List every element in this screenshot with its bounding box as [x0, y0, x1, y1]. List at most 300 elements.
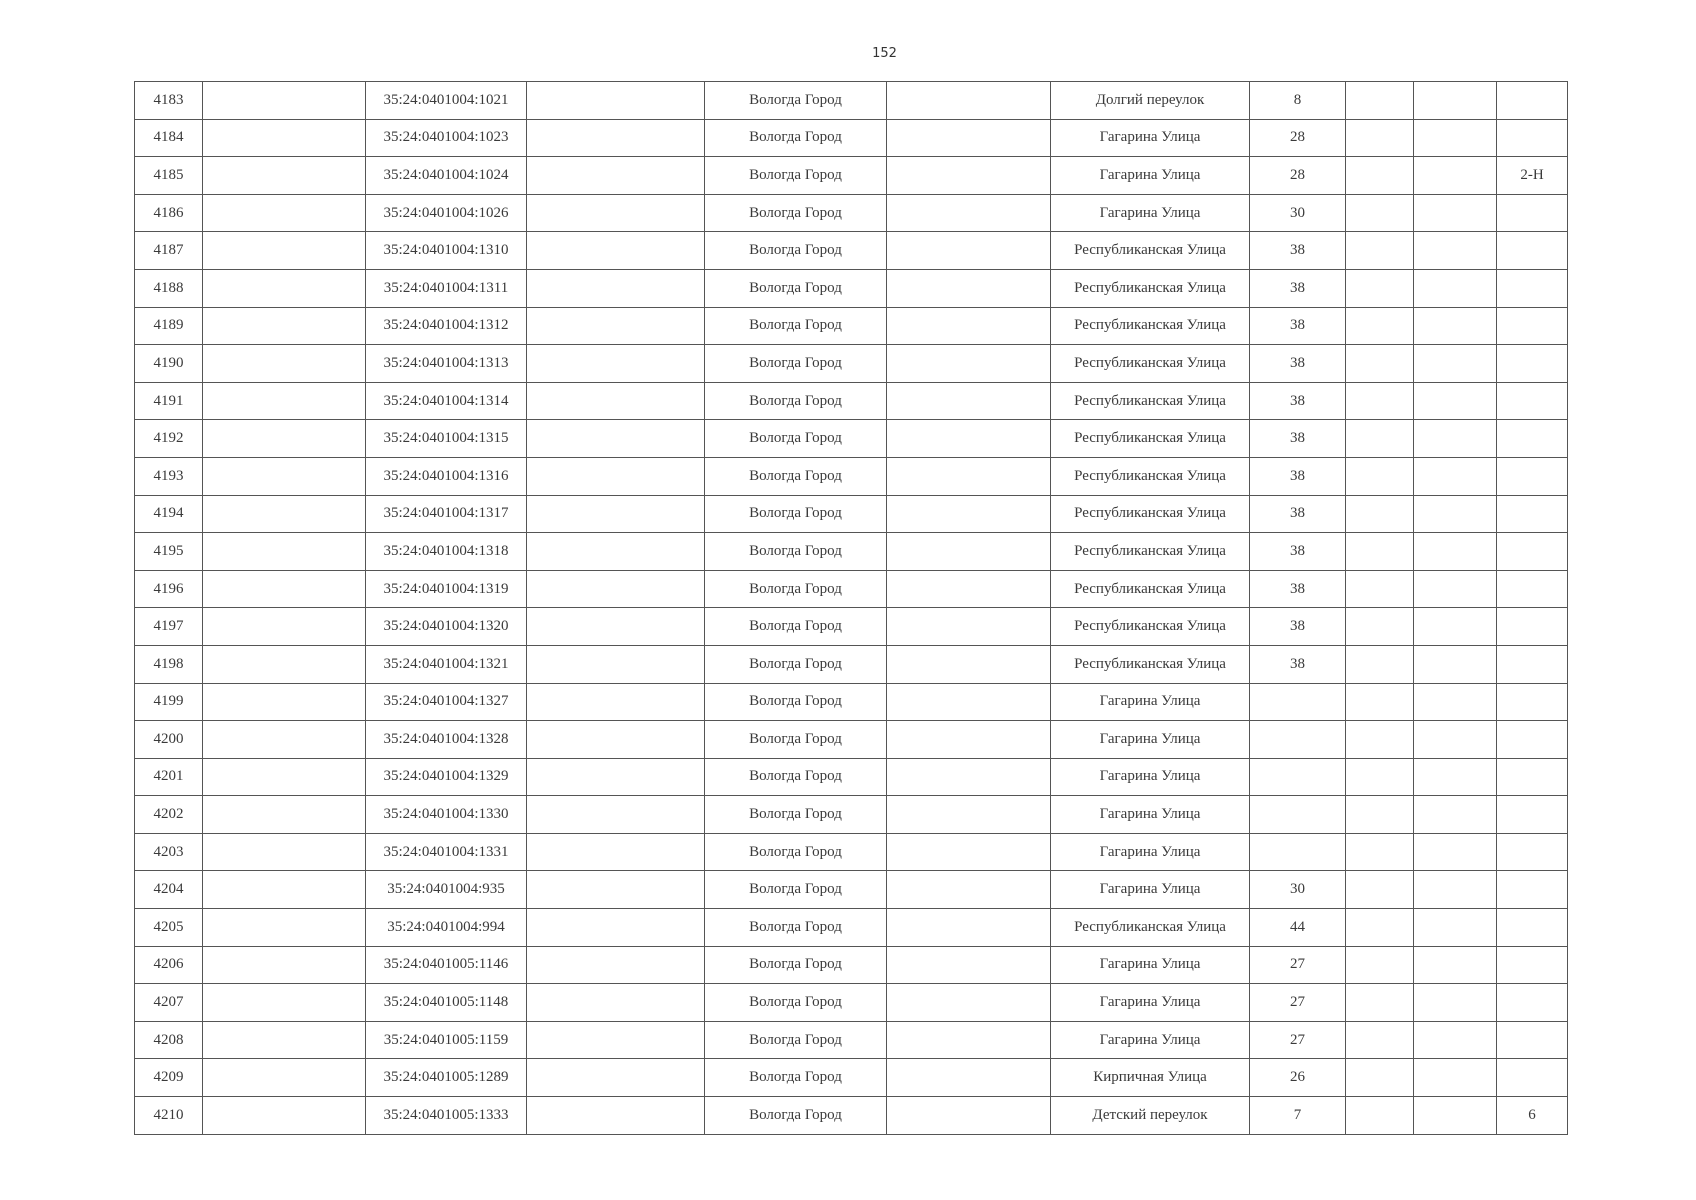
room-number-cell — [1497, 570, 1568, 608]
blank-cell-j — [1414, 269, 1497, 307]
house-number-cell: 38 — [1250, 232, 1346, 270]
room-number-cell — [1497, 833, 1568, 871]
city-cell: Вологда Город — [705, 420, 887, 458]
table-row — [135, 909, 1568, 947]
blank-cell-i — [1346, 1021, 1414, 1059]
blank-cell-b — [203, 533, 366, 571]
table-row — [135, 833, 1568, 871]
street-cell: Гагарина Улица — [1051, 758, 1250, 796]
blank-cell-f — [887, 382, 1051, 420]
blank-cell-i — [1346, 495, 1414, 533]
table-row — [135, 758, 1568, 796]
street-cell: Гагарина Улица — [1051, 119, 1250, 157]
blank-cell-i — [1346, 307, 1414, 345]
room-number-cell — [1497, 984, 1568, 1022]
house-number-cell — [1250, 683, 1346, 721]
city-cell: Вологда Город — [705, 119, 887, 157]
city-cell: Вологда Город — [705, 871, 887, 909]
blank-cell-f — [887, 909, 1051, 947]
row-number-cell: 4205 — [135, 909, 203, 947]
blank-cell-f — [887, 307, 1051, 345]
cadastral-number-cell: 35:24:0401004:1314 — [366, 382, 527, 420]
house-number-cell: 38 — [1250, 495, 1346, 533]
blank-cell-j — [1414, 1059, 1497, 1097]
blank-cell-i — [1346, 683, 1414, 721]
row-number-cell: 4191 — [135, 382, 203, 420]
blank-cell-f — [887, 683, 1051, 721]
row-number-cell: 4195 — [135, 533, 203, 571]
city-cell: Вологда Город — [705, 758, 887, 796]
city-cell: Вологда Город — [705, 194, 887, 232]
row-number-cell: 4203 — [135, 833, 203, 871]
table-row — [135, 457, 1568, 495]
blank-cell-b — [203, 833, 366, 871]
blank-cell-f — [887, 608, 1051, 646]
blank-cell-i — [1346, 232, 1414, 270]
blank-cell-d — [527, 1059, 705, 1097]
room-number-cell — [1497, 683, 1568, 721]
blank-cell-i — [1346, 82, 1414, 120]
blank-cell-f — [887, 984, 1051, 1022]
city-cell: Вологда Город — [705, 157, 887, 195]
blank-cell-j — [1414, 533, 1497, 571]
blank-cell-j — [1414, 82, 1497, 120]
street-cell: Гагарина Улица — [1051, 833, 1250, 871]
blank-cell-i — [1346, 533, 1414, 571]
cadastral-number-cell: 35:24:0401005:1289 — [366, 1059, 527, 1097]
room-number-cell — [1497, 645, 1568, 683]
blank-cell-f — [887, 157, 1051, 195]
room-number-cell — [1497, 457, 1568, 495]
table-row — [135, 871, 1568, 909]
blank-cell-b — [203, 307, 366, 345]
blank-cell-b — [203, 758, 366, 796]
room-number-cell — [1497, 232, 1568, 270]
blank-cell-f — [887, 645, 1051, 683]
city-cell: Вологда Город — [705, 570, 887, 608]
table-row — [135, 683, 1568, 721]
blank-cell-i — [1346, 382, 1414, 420]
blank-cell-d — [527, 909, 705, 947]
blank-cell-j — [1414, 758, 1497, 796]
city-cell: Вологда Город — [705, 1097, 887, 1135]
row-number-cell: 4190 — [135, 345, 203, 383]
cadastral-number-cell: 35:24:0401004:1023 — [366, 119, 527, 157]
registry-table — [134, 81, 1568, 1135]
blank-cell-d — [527, 495, 705, 533]
table-row — [135, 984, 1568, 1022]
room-number-cell — [1497, 758, 1568, 796]
blank-cell-d — [527, 570, 705, 608]
blank-cell-d — [527, 984, 705, 1022]
cadastral-number-cell: 35:24:0401004:1331 — [366, 833, 527, 871]
blank-cell-d — [527, 307, 705, 345]
house-number-cell: 27 — [1250, 1021, 1346, 1059]
blank-cell-f — [887, 533, 1051, 571]
table-row — [135, 82, 1568, 120]
row-number-cell: 4185 — [135, 157, 203, 195]
blank-cell-f — [887, 269, 1051, 307]
blank-cell-d — [527, 194, 705, 232]
table-row — [135, 345, 1568, 383]
blank-cell-i — [1346, 570, 1414, 608]
street-cell: Гагарина Улица — [1051, 796, 1250, 834]
street-cell: Гагарина Улица — [1051, 157, 1250, 195]
blank-cell-f — [887, 570, 1051, 608]
blank-cell-i — [1346, 721, 1414, 759]
row-number-cell: 4210 — [135, 1097, 203, 1135]
room-number-cell — [1497, 194, 1568, 232]
blank-cell-b — [203, 683, 366, 721]
row-number-cell: 4189 — [135, 307, 203, 345]
blank-cell-b — [203, 946, 366, 984]
house-number-cell: 38 — [1250, 307, 1346, 345]
blank-cell-f — [887, 1097, 1051, 1135]
blank-cell-d — [527, 269, 705, 307]
blank-cell-j — [1414, 946, 1497, 984]
blank-cell-f — [887, 833, 1051, 871]
city-cell: Вологда Город — [705, 307, 887, 345]
blank-cell-j — [1414, 1021, 1497, 1059]
blank-cell-b — [203, 570, 366, 608]
blank-cell-b — [203, 645, 366, 683]
street-cell: Республиканская Улица — [1051, 269, 1250, 307]
city-cell: Вологда Город — [705, 608, 887, 646]
blank-cell-i — [1346, 1059, 1414, 1097]
cadastral-number-cell: 35:24:0401005:1159 — [366, 1021, 527, 1059]
row-number-cell: 4187 — [135, 232, 203, 270]
blank-cell-i — [1346, 420, 1414, 458]
cadastral-number-cell: 35:24:0401004:1315 — [366, 420, 527, 458]
row-number-cell: 4208 — [135, 1021, 203, 1059]
cadastral-number-cell: 35:24:0401004:935 — [366, 871, 527, 909]
blank-cell-b — [203, 796, 366, 834]
cadastral-number-cell: 35:24:0401005:1148 — [366, 984, 527, 1022]
blank-cell-j — [1414, 909, 1497, 947]
room-number-cell — [1497, 721, 1568, 759]
house-number-cell: 38 — [1250, 420, 1346, 458]
blank-cell-i — [1346, 608, 1414, 646]
blank-cell-f — [887, 946, 1051, 984]
house-number-cell: 27 — [1250, 946, 1346, 984]
blank-cell-d — [527, 82, 705, 120]
blank-cell-f — [887, 758, 1051, 796]
blank-cell-b — [203, 909, 366, 947]
city-cell: Вологда Город — [705, 645, 887, 683]
blank-cell-b — [203, 1021, 366, 1059]
blank-cell-j — [1414, 345, 1497, 383]
city-cell: Вологда Город — [705, 721, 887, 759]
street-cell: Республиканская Улица — [1051, 608, 1250, 646]
blank-cell-d — [527, 345, 705, 383]
row-number-cell: 4200 — [135, 721, 203, 759]
blank-cell-j — [1414, 721, 1497, 759]
blank-cell-b — [203, 382, 366, 420]
street-cell: Республиканская Улица — [1051, 232, 1250, 270]
house-number-cell: 38 — [1250, 269, 1346, 307]
blank-cell-j — [1414, 796, 1497, 834]
cadastral-number-cell: 35:24:0401004:1026 — [366, 194, 527, 232]
room-number-cell — [1497, 119, 1568, 157]
row-number-cell: 4188 — [135, 269, 203, 307]
table-row — [135, 1021, 1568, 1059]
blank-cell-b — [203, 1059, 366, 1097]
blank-cell-j — [1414, 420, 1497, 458]
room-number-cell — [1497, 495, 1568, 533]
room-number-cell — [1497, 382, 1568, 420]
street-cell: Гагарина Улица — [1051, 871, 1250, 909]
blank-cell-j — [1414, 119, 1497, 157]
blank-cell-b — [203, 232, 366, 270]
street-cell: Республиканская Улица — [1051, 533, 1250, 571]
blank-cell-d — [527, 157, 705, 195]
blank-cell-i — [1346, 194, 1414, 232]
street-cell: Республиканская Улица — [1051, 495, 1250, 533]
blank-cell-d — [527, 420, 705, 458]
room-number-cell — [1497, 345, 1568, 383]
table-row — [135, 608, 1568, 646]
house-number-cell: 26 — [1250, 1059, 1346, 1097]
blank-cell-d — [527, 796, 705, 834]
row-number-cell: 4202 — [135, 796, 203, 834]
house-number-cell: 8 — [1250, 82, 1346, 120]
house-number-cell: 38 — [1250, 533, 1346, 571]
blank-cell-b — [203, 269, 366, 307]
room-number-cell — [1497, 1059, 1568, 1097]
cadastral-number-cell: 35:24:0401004:1021 — [366, 82, 527, 120]
blank-cell-d — [527, 608, 705, 646]
house-number-cell: 38 — [1250, 608, 1346, 646]
blank-cell-f — [887, 194, 1051, 232]
city-cell: Вологда Город — [705, 232, 887, 270]
table-body — [135, 82, 1568, 1135]
city-cell: Вологда Город — [705, 1021, 887, 1059]
city-cell: Вологда Город — [705, 533, 887, 571]
street-cell: Гагарина Улица — [1051, 721, 1250, 759]
room-number-cell — [1497, 608, 1568, 646]
blank-cell-b — [203, 82, 366, 120]
blank-cell-j — [1414, 157, 1497, 195]
room-number-cell — [1497, 946, 1568, 984]
blank-cell-b — [203, 871, 366, 909]
blank-cell-b — [203, 608, 366, 646]
room-number-cell — [1497, 269, 1568, 307]
city-cell: Вологда Город — [705, 382, 887, 420]
house-number-cell — [1250, 758, 1346, 796]
room-number-cell — [1497, 871, 1568, 909]
blank-cell-i — [1346, 984, 1414, 1022]
blank-cell-f — [887, 1021, 1051, 1059]
row-number-cell: 4184 — [135, 119, 203, 157]
blank-cell-i — [1346, 758, 1414, 796]
page-number: 152 — [872, 46, 897, 61]
street-cell: Республиканская Улица — [1051, 307, 1250, 345]
row-number-cell: 4206 — [135, 946, 203, 984]
house-number-cell: 38 — [1250, 645, 1346, 683]
row-number-cell: 4192 — [135, 420, 203, 458]
blank-cell-f — [887, 232, 1051, 270]
city-cell: Вологда Город — [705, 269, 887, 307]
blank-cell-i — [1346, 269, 1414, 307]
cadastral-number-cell: 35:24:0401004:1321 — [366, 645, 527, 683]
blank-cell-f — [887, 82, 1051, 120]
street-cell: Гагарина Улица — [1051, 1021, 1250, 1059]
blank-cell-b — [203, 420, 366, 458]
street-cell: Республиканская Улица — [1051, 420, 1250, 458]
blank-cell-j — [1414, 382, 1497, 420]
street-cell: Гагарина Улица — [1051, 946, 1250, 984]
row-number-cell: 4183 — [135, 82, 203, 120]
room-number-cell — [1497, 533, 1568, 571]
cadastral-number-cell: 35:24:0401005:1146 — [366, 946, 527, 984]
blank-cell-d — [527, 833, 705, 871]
blank-cell-j — [1414, 457, 1497, 495]
room-number-cell — [1497, 796, 1568, 834]
blank-cell-b — [203, 157, 366, 195]
blank-cell-d — [527, 946, 705, 984]
row-number-cell: 4198 — [135, 645, 203, 683]
blank-cell-f — [887, 1059, 1051, 1097]
blank-cell-f — [887, 721, 1051, 759]
room-number-cell: 6 — [1497, 1097, 1568, 1135]
row-number-cell: 4197 — [135, 608, 203, 646]
row-number-cell: 4194 — [135, 495, 203, 533]
table-row — [135, 232, 1568, 270]
blank-cell-d — [527, 533, 705, 571]
table-row — [135, 420, 1568, 458]
blank-cell-j — [1414, 1097, 1497, 1135]
table-row — [135, 645, 1568, 683]
city-cell: Вологда Город — [705, 457, 887, 495]
blank-cell-f — [887, 420, 1051, 458]
street-cell: Гагарина Улица — [1051, 194, 1250, 232]
blank-cell-f — [887, 345, 1051, 383]
blank-cell-d — [527, 232, 705, 270]
cadastral-number-cell: 35:24:0401004:1310 — [366, 232, 527, 270]
blank-cell-i — [1346, 909, 1414, 947]
cadastral-number-cell: 35:24:0401004:1319 — [366, 570, 527, 608]
row-number-cell: 4193 — [135, 457, 203, 495]
blank-cell-j — [1414, 833, 1497, 871]
street-cell: Республиканская Улица — [1051, 345, 1250, 383]
cadastral-number-cell: 35:24:0401004:1311 — [366, 269, 527, 307]
room-number-cell — [1497, 82, 1568, 120]
row-number-cell: 4207 — [135, 984, 203, 1022]
city-cell: Вологда Город — [705, 1059, 887, 1097]
room-number-cell — [1497, 420, 1568, 458]
city-cell: Вологда Город — [705, 495, 887, 533]
row-number-cell: 4201 — [135, 758, 203, 796]
blank-cell-j — [1414, 608, 1497, 646]
city-cell: Вологда Город — [705, 946, 887, 984]
table-row — [135, 269, 1568, 307]
city-cell: Вологда Город — [705, 984, 887, 1022]
table-row — [135, 119, 1568, 157]
table-row — [135, 1097, 1568, 1135]
blank-cell-f — [887, 495, 1051, 533]
house-number-cell: 28 — [1250, 119, 1346, 157]
house-number-cell: 7 — [1250, 1097, 1346, 1135]
row-number-cell: 4209 — [135, 1059, 203, 1097]
cadastral-number-cell: 35:24:0401004:1318 — [366, 533, 527, 571]
city-cell: Вологда Город — [705, 683, 887, 721]
table-row — [135, 570, 1568, 608]
blank-cell-b — [203, 194, 366, 232]
blank-cell-f — [887, 871, 1051, 909]
blank-cell-f — [887, 796, 1051, 834]
blank-cell-j — [1414, 683, 1497, 721]
cadastral-number-cell: 35:24:0401004:1316 — [366, 457, 527, 495]
table-row — [135, 194, 1568, 232]
cadastral-number-cell: 35:24:0401004:1328 — [366, 721, 527, 759]
cadastral-number-cell: 35:24:0401004:1320 — [366, 608, 527, 646]
cadastral-number-cell: 35:24:0401004:994 — [366, 909, 527, 947]
house-number-cell: 30 — [1250, 194, 1346, 232]
table-row — [135, 157, 1568, 195]
street-cell: Республиканская Улица — [1051, 570, 1250, 608]
row-number-cell: 4204 — [135, 871, 203, 909]
blank-cell-d — [527, 721, 705, 759]
blank-cell-i — [1346, 833, 1414, 871]
blank-cell-b — [203, 457, 366, 495]
street-cell: Детский переулок — [1051, 1097, 1250, 1135]
room-number-cell — [1497, 307, 1568, 345]
blank-cell-d — [527, 382, 705, 420]
blank-cell-d — [527, 119, 705, 157]
blank-cell-i — [1346, 1097, 1414, 1135]
cadastral-number-cell: 35:24:0401004:1024 — [366, 157, 527, 195]
blank-cell-j — [1414, 307, 1497, 345]
cadastral-number-cell: 35:24:0401004:1313 — [366, 345, 527, 383]
house-number-cell: 44 — [1250, 909, 1346, 947]
blank-cell-i — [1346, 645, 1414, 683]
house-number-cell: 30 — [1250, 871, 1346, 909]
blank-cell-j — [1414, 495, 1497, 533]
blank-cell-d — [527, 871, 705, 909]
blank-cell-b — [203, 721, 366, 759]
room-number-cell — [1497, 1021, 1568, 1059]
blank-cell-j — [1414, 984, 1497, 1022]
house-number-cell: 38 — [1250, 570, 1346, 608]
blank-cell-j — [1414, 570, 1497, 608]
blank-cell-d — [527, 758, 705, 796]
street-cell: Гагарина Улица — [1051, 683, 1250, 721]
table-row — [135, 946, 1568, 984]
blank-cell-d — [527, 1021, 705, 1059]
table-row — [135, 495, 1568, 533]
blank-cell-i — [1346, 946, 1414, 984]
house-number-cell: 38 — [1250, 345, 1346, 383]
blank-cell-i — [1346, 345, 1414, 383]
blank-cell-i — [1346, 157, 1414, 195]
blank-cell-i — [1346, 796, 1414, 834]
blank-cell-b — [203, 495, 366, 533]
blank-cell-i — [1346, 457, 1414, 495]
street-cell: Республиканская Улица — [1051, 457, 1250, 495]
blank-cell-f — [887, 457, 1051, 495]
street-cell: Кирпичная Улица — [1051, 1059, 1250, 1097]
street-cell: Долгий переулок — [1051, 82, 1250, 120]
cadastral-number-cell: 35:24:0401004:1329 — [366, 758, 527, 796]
row-number-cell: 4199 — [135, 683, 203, 721]
street-cell: Республиканская Улица — [1051, 909, 1250, 947]
table-row — [135, 382, 1568, 420]
table-row — [135, 307, 1568, 345]
blank-cell-j — [1414, 194, 1497, 232]
blank-cell-f — [887, 119, 1051, 157]
blank-cell-j — [1414, 232, 1497, 270]
blank-cell-d — [527, 457, 705, 495]
